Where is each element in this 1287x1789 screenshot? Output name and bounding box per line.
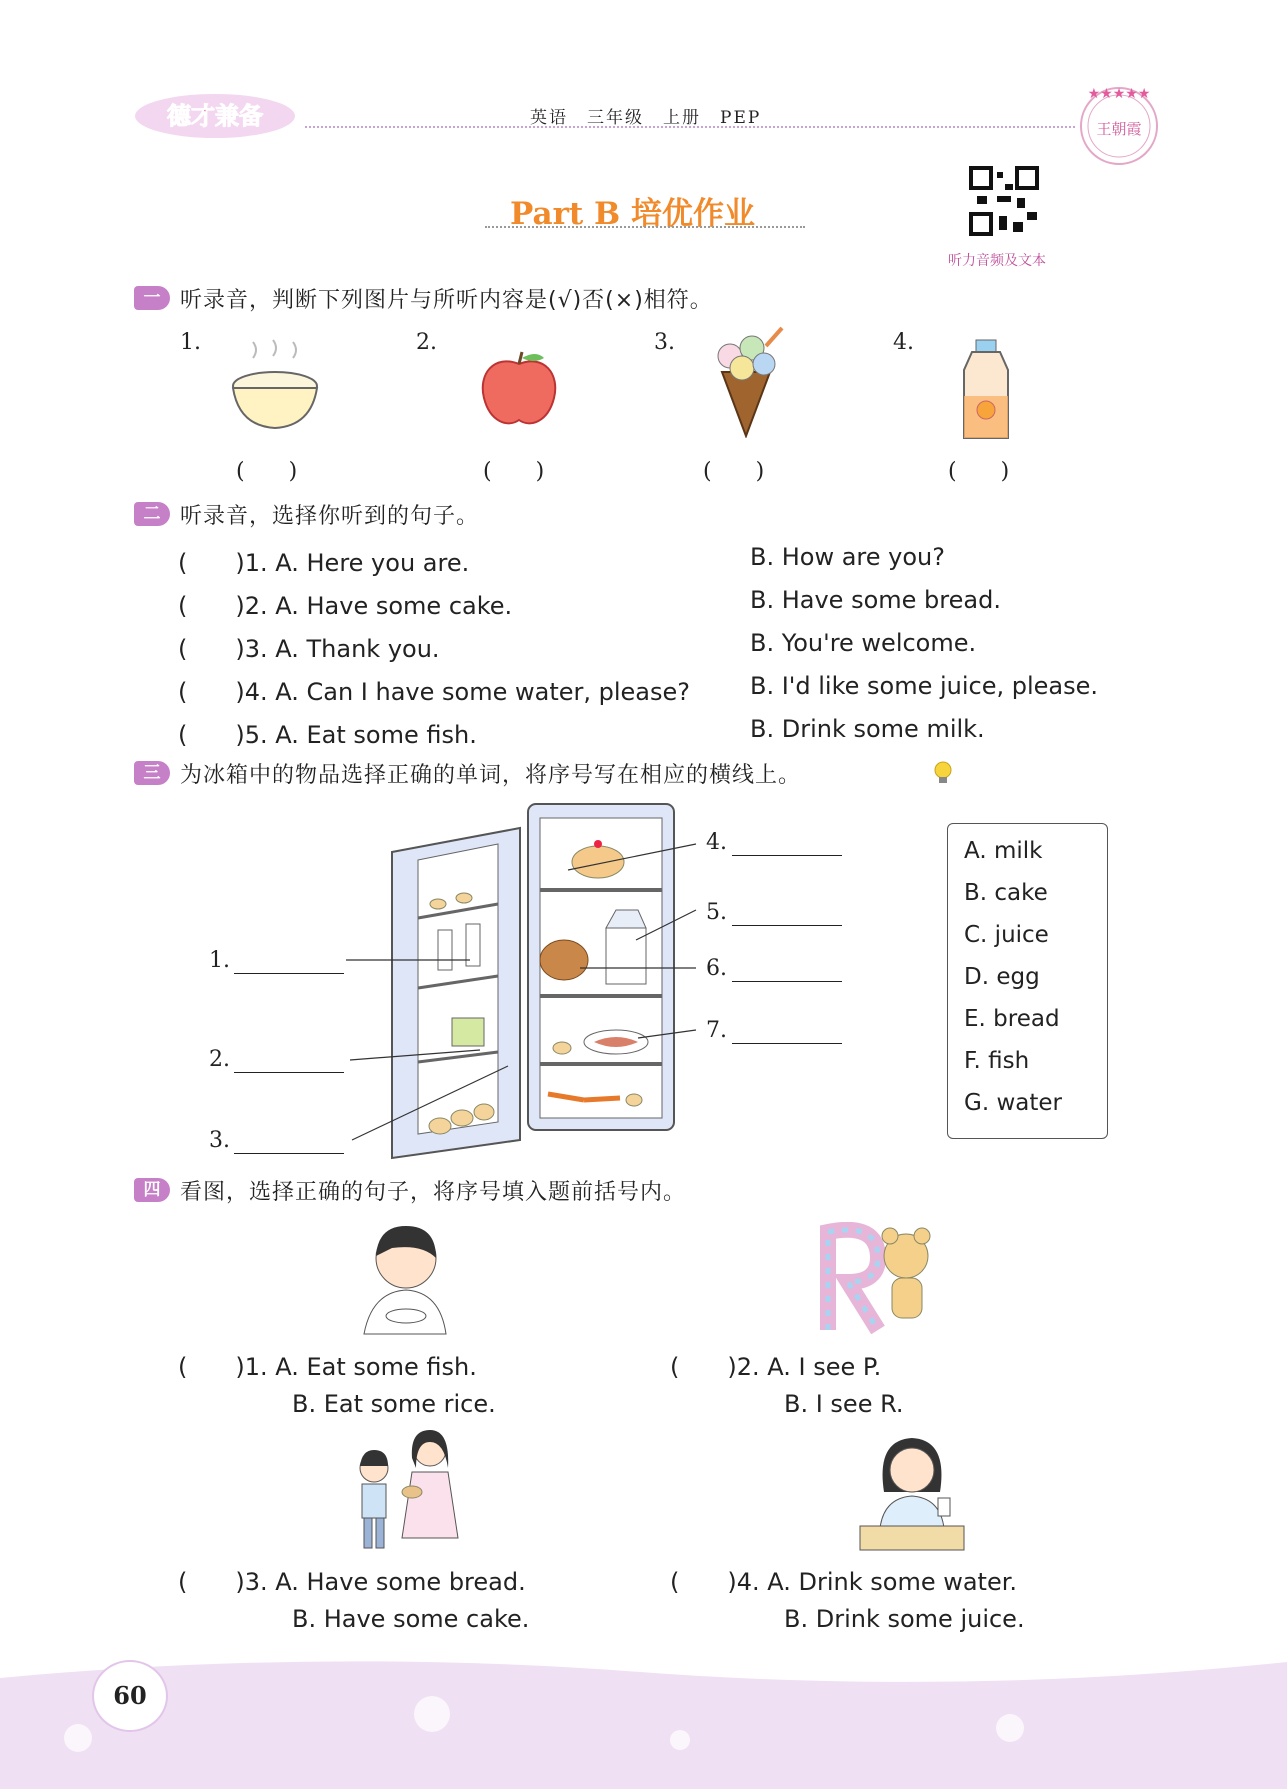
blank-label: 1. [209,948,230,973]
mother-and-son-icon [350,1428,470,1552]
word-option: B. cake [964,880,1048,906]
question-option-a: ( )2. A. I see P. [670,1353,882,1381]
juice-bottle-icon [958,338,1014,444]
answer-paren[interactable]: ( ) [483,459,545,484]
brand-logo [130,88,300,140]
item-number: 2. [416,330,437,355]
section-badge-3: 三 [134,761,170,785]
question-option-b: B. Drink some juice. [784,1605,1025,1633]
blank-label: 2. [209,1047,230,1072]
section-3-instruction: 为冰箱中的物品选择正确的单词，将序号写在相应的横线上。 [180,763,802,788]
question-option-a: ( )3. A. Thank you. [178,635,440,663]
question-option-b: B. Eat some rice. [292,1390,496,1418]
answer-blank[interactable] [234,1071,344,1073]
word-option: D. egg [964,964,1040,990]
part-title: Part B 培优作业 [510,196,756,232]
book-meta: 英语 三年级 上册 PEP [530,108,762,128]
qr-code-icon[interactable] [967,164,1041,238]
answer-paren[interactable]: ( ) [948,459,1010,484]
section-1-instruction: 听录音，判断下列图片与所听内容是(√)否(×)相符。 [180,288,713,313]
answer-blank[interactable] [732,854,842,856]
word-option: G. water [964,1090,1062,1116]
answer-blank[interactable] [732,1042,842,1044]
girl-drinking-icon [856,1432,968,1552]
section-badge-2: 二 [134,502,170,526]
question-option-a: ( )1. A. Here you are. [178,549,470,577]
page-number: 60 [92,1660,168,1732]
word-option: C. juice [964,922,1049,948]
section-badge-1: 一 [134,286,170,310]
answer-blank[interactable] [234,972,344,974]
lightbulb-icon [932,760,954,786]
header-divider [305,126,1075,128]
ice-cream-icon [706,326,788,438]
blank-label: 3. [209,1128,230,1153]
question-option-a: ( )4. A. Can I have some water, please? [178,678,691,706]
section-badge-4: 四 [134,1178,170,1202]
question-option-a: ( )1. A. Eat some fish. [178,1353,477,1381]
connector-lines [340,830,700,1150]
question-option-a: ( )4. A. Drink some water. [670,1568,1018,1596]
answer-blank[interactable] [732,980,842,982]
question-option-b: B. Drink some milk. [750,715,985,743]
apple-icon [474,350,564,430]
word-bank [947,823,1108,1139]
brand-text: 德才兼备 [167,102,263,130]
item-number: 1. [180,330,201,355]
blank-label: 5. [706,900,727,925]
question-option-b: B. I'd like some juice, please. [750,672,1099,700]
boy-eating-icon [352,1216,452,1336]
blank-label: 7. [706,1018,727,1043]
answer-blank[interactable] [732,924,842,926]
rice-bowl-icon [225,338,325,438]
word-option: F. fish [964,1048,1030,1074]
footer-wave [0,1648,1287,1789]
word-option: A. milk [964,838,1043,864]
question-option-b: B. I see R. [784,1390,904,1418]
question-option-a: ( )2. A. Have some cake. [178,592,513,620]
svg-text:★★★★★: ★★★★★ [1087,86,1151,102]
title-underline [485,226,805,228]
blank-label: 4. [706,830,727,855]
question-option-b: B. How are you? [750,543,945,571]
item-number: 4. [893,330,914,355]
question-option-a: ( )5. A. Eat some fish. [178,721,477,749]
section-2-instruction: 听录音，选择你听到的句子。 [180,504,480,529]
item-number: 3. [654,330,675,355]
blank-label: 6. [706,956,727,981]
bear-letter-r-icon [818,1222,942,1334]
answer-blank[interactable] [234,1152,344,1154]
qr-caption: 听力音频及文本 [948,253,1046,269]
author-seal [1075,78,1163,166]
answer-paren[interactable]: ( ) [236,459,298,484]
question-option-a: ( )3. A. Have some bread. [178,1568,526,1596]
seal-text: 王朝霞 [1096,120,1142,138]
question-option-b: B. Have some cake. [292,1605,530,1633]
question-option-b: B. Have some bread. [750,586,1001,614]
question-option-b: B. You're welcome. [750,629,977,657]
section-4-instruction: 看图，选择正确的句子，将序号填入题前括号内。 [180,1180,687,1205]
word-option: E. bread [964,1006,1060,1032]
answer-paren[interactable]: ( ) [703,459,765,484]
